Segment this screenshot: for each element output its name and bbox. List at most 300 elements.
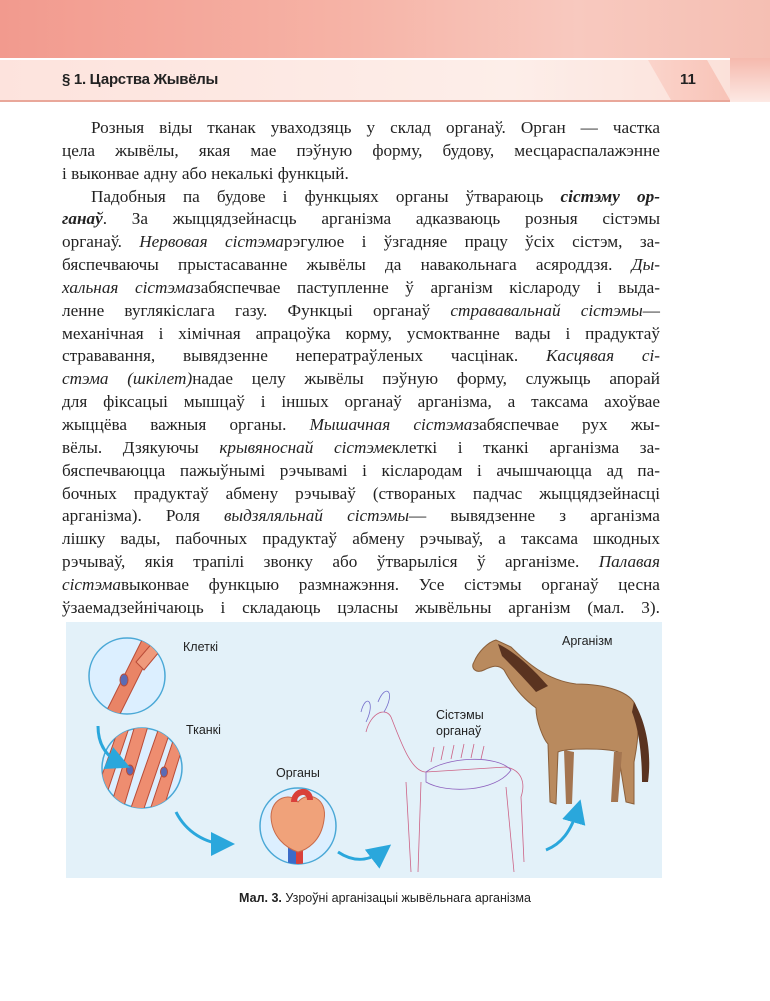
word [346, 323, 392, 346]
word [209, 574, 279, 597]
text-line [62, 505, 660, 528]
text-run: вуглякіслага [124, 300, 215, 320]
text-run: органаў. [445, 118, 506, 137]
emphasized-term: стэма [62, 369, 109, 389]
word [525, 231, 555, 254]
word [559, 505, 566, 528]
text-run: Орган [520, 118, 566, 137]
word [262, 528, 337, 551]
word [473, 483, 522, 506]
text-run: Дзякуючы [122, 437, 199, 457]
text-line [62, 300, 660, 323]
text-run: мае [250, 140, 277, 160]
text-run: — [642, 300, 660, 320]
text-run: рэчываў, [62, 552, 126, 572]
word [299, 574, 399, 597]
word [416, 208, 500, 231]
word [450, 300, 560, 323]
word [458, 437, 463, 460]
text-run: з [559, 506, 567, 526]
word [382, 368, 438, 391]
text-run: таксама [531, 392, 589, 412]
word [221, 597, 226, 620]
word [572, 231, 622, 254]
word [536, 254, 613, 277]
word [280, 460, 348, 483]
text-run: якая [198, 140, 231, 160]
text-run: прыстасаванне [178, 255, 288, 275]
text-run: сістэм, [572, 232, 623, 252]
word [531, 391, 588, 414]
text-run: органаў. [62, 232, 122, 252]
text-run: прадуктаў [262, 529, 338, 549]
text-run: арганізма [321, 209, 392, 229]
word [256, 323, 331, 346]
text-line [62, 163, 660, 186]
emphasized-term: сі- [641, 346, 660, 366]
emphasized-term: сістэма [134, 277, 194, 297]
word [332, 551, 357, 574]
text-run: за- [639, 437, 660, 457]
label-systems-line2: органаў [436, 724, 482, 738]
text-run: месцараспалажэнне [514, 140, 660, 160]
text-run: жывёлы [306, 255, 366, 275]
word [415, 597, 491, 620]
word [296, 345, 424, 368]
word [421, 254, 517, 277]
word [91, 117, 144, 140]
word [526, 368, 591, 391]
text-line [62, 140, 660, 163]
header-edge-decoration [730, 58, 770, 102]
word [407, 323, 500, 346]
word [521, 117, 566, 140]
text-run: органы [395, 186, 449, 206]
word [446, 117, 506, 140]
text-run: жыццядзейнасці [539, 483, 660, 503]
text-line [62, 414, 660, 437]
word [235, 300, 267, 323]
word [103, 391, 168, 414]
emphasized-term: Ды- [631, 255, 660, 275]
text-run: склад [390, 118, 431, 137]
text-run: апрацоўка [255, 323, 331, 343]
text-run: бяспечваючы [62, 255, 159, 275]
text-run: арганізм [430, 277, 493, 297]
text-run: і [476, 460, 482, 480]
text-run: арганізма [549, 437, 620, 457]
emphasized-term: сістэма [62, 574, 121, 594]
text-line [62, 574, 660, 597]
text-run: мышцаў [183, 392, 245, 412]
text-line [62, 254, 660, 277]
word [430, 277, 492, 300]
text-line [62, 437, 660, 460]
word [587, 597, 624, 620]
word [226, 483, 279, 506]
text-run: часцінак. [450, 346, 519, 366]
word [271, 117, 352, 140]
word [334, 437, 437, 460]
word [585, 323, 660, 346]
text-run: якія [144, 552, 174, 572]
text-run: шкодных [593, 529, 660, 549]
key-term: ор- [637, 186, 660, 206]
word [252, 368, 286, 391]
header-decoration [0, 0, 770, 58]
text-run: форму, [456, 369, 507, 389]
text-run: клеткі [391, 437, 438, 457]
text-run: механічная [62, 323, 144, 343]
word [618, 574, 660, 597]
text-run: апорай [609, 369, 660, 389]
text-run: газу. [235, 300, 268, 320]
word [420, 528, 483, 551]
text-run: рэгулюе [283, 232, 345, 252]
organ-heart-circle [260, 788, 336, 870]
text-run: і [282, 186, 288, 206]
text-run: жыццядзейнасць [172, 209, 297, 229]
text-run: жы- [630, 414, 660, 434]
text-run: або [332, 552, 358, 572]
text-run: пабочных [175, 529, 248, 549]
word [281, 391, 328, 414]
text-run: жывёлы, [115, 140, 179, 160]
text-run: За [131, 209, 149, 229]
body-text [62, 117, 660, 620]
emphasized-term: сістэмы [580, 300, 643, 320]
word [345, 391, 402, 414]
text-run: . [102, 209, 107, 229]
text-run: функцыях [304, 186, 379, 206]
word [561, 186, 620, 209]
text-run: і [260, 392, 266, 412]
text-run: пажыўнымі [179, 460, 266, 480]
word [145, 551, 174, 574]
word [62, 574, 189, 597]
text-run: ў [476, 552, 486, 572]
figure-caption [0, 891, 770, 905]
word [173, 208, 297, 231]
word [178, 254, 287, 277]
label-systems-line1: Сістэмы [436, 708, 484, 722]
emphasized-term: сістэме [333, 437, 392, 457]
word [521, 528, 578, 551]
text-run: абмену [225, 483, 279, 503]
section-title: § 1. Царства Жывёлы [62, 71, 218, 88]
word [384, 231, 448, 254]
word [127, 368, 233, 391]
text-run: органаў [372, 300, 431, 320]
text-run: забяспечвае [472, 414, 559, 434]
word [178, 323, 240, 346]
text-run: па [182, 186, 200, 206]
word [373, 300, 430, 323]
word [541, 574, 598, 597]
word [250, 140, 276, 163]
word [390, 117, 431, 140]
word [508, 597, 570, 620]
text-run: жывёльны [415, 597, 492, 617]
word [525, 208, 578, 231]
word [597, 277, 602, 300]
text-run: арганізма [590, 506, 660, 526]
word [62, 140, 95, 163]
text-run: складаюць [242, 597, 321, 617]
text-run: цесна [618, 574, 660, 594]
word [637, 186, 660, 209]
word [549, 437, 619, 460]
text-run: ўтвараюць [465, 186, 544, 206]
word [62, 231, 122, 254]
text-line [62, 528, 660, 551]
word [464, 574, 522, 597]
text-run: прадуктаў [133, 483, 209, 503]
word [505, 551, 579, 574]
text-run: (мал. [587, 597, 625, 617]
figure-illustration [66, 622, 662, 878]
text-run: за- [639, 232, 660, 252]
text-run: іншых [281, 392, 329, 412]
word [637, 460, 660, 483]
text-run: важныя [150, 414, 207, 434]
word [62, 483, 117, 506]
text-run: арганізма). [62, 506, 142, 526]
word [62, 391, 87, 414]
text-run: асяроддзя. [535, 255, 613, 275]
figure-organization-levels [66, 622, 662, 878]
text-run: арганізма, [417, 392, 492, 412]
text-run: вывядзенне [450, 506, 536, 526]
text-run: частка [612, 118, 660, 137]
word [337, 597, 398, 620]
text-run: жыццёва [62, 414, 127, 434]
text-run: Усе [418, 574, 445, 594]
word [640, 437, 660, 460]
text-run: вады, [120, 529, 161, 549]
word [62, 323, 144, 346]
word [199, 140, 231, 163]
word [466, 186, 544, 209]
word [225, 231, 344, 254]
text-run: і [361, 232, 367, 252]
word [166, 505, 200, 528]
text-run: рух [582, 414, 608, 434]
emphasized-term: (шкілет) [127, 369, 193, 389]
cells-circle [89, 627, 174, 726]
word [413, 414, 558, 437]
text-line [62, 117, 660, 140]
text-run: бяспечваюцца [62, 460, 166, 480]
word [477, 551, 486, 574]
text-run: забяспечвае [193, 277, 281, 297]
word [139, 231, 207, 254]
word [120, 528, 160, 551]
word [176, 528, 248, 551]
text-run: сістэмы [463, 574, 522, 594]
text-run: ўсіх [525, 232, 555, 252]
text-run: органаў [541, 574, 599, 594]
text-run: у [366, 118, 376, 137]
word [642, 345, 660, 368]
word [419, 574, 445, 597]
word [604, 391, 660, 414]
word [347, 505, 426, 528]
word [483, 437, 529, 460]
text-run: адказваюць [415, 209, 501, 229]
emphasized-term: Нервовая [139, 232, 208, 252]
text-run: надае [192, 369, 234, 389]
word [159, 323, 164, 346]
text-run: неператраўленых [295, 346, 424, 366]
text-run: фіксацыі [103, 392, 168, 412]
text-run: звонку [263, 552, 313, 572]
text-run: пэўную [296, 140, 353, 160]
text-run: абмену [352, 529, 405, 549]
text-run: Роля [165, 506, 200, 526]
word [62, 551, 125, 574]
word [631, 414, 660, 437]
word [514, 140, 660, 163]
text-run: ўзаемадзейнічаюць [62, 597, 204, 617]
word [62, 368, 109, 391]
text-run: рэчывамі [279, 460, 348, 480]
word [590, 505, 660, 528]
text-run: ўзгадняе [383, 232, 448, 252]
word [565, 323, 570, 346]
word [115, 140, 179, 163]
word [372, 140, 422, 163]
word [62, 460, 165, 483]
word [288, 300, 353, 323]
text-run: арганізме. [505, 552, 580, 572]
word [418, 391, 492, 414]
text-run: стрававання, [62, 346, 156, 366]
word [609, 368, 660, 391]
text-run: будове [216, 186, 266, 206]
text-line [62, 391, 660, 414]
text-run: вывядзенне [182, 346, 268, 366]
emphasized-term: сістэмы [347, 506, 410, 526]
text-line [62, 483, 660, 506]
text-run: і [220, 597, 226, 617]
word [62, 528, 105, 551]
word [229, 414, 286, 437]
word [296, 140, 352, 163]
text-run: працу [464, 232, 508, 252]
word [640, 231, 660, 254]
word [219, 437, 313, 460]
label-tissues: Тканкі [186, 723, 221, 737]
word [62, 437, 102, 460]
word [62, 254, 159, 277]
text-run: і [596, 277, 602, 297]
word [193, 551, 244, 574]
emphasized-term: сістэма [413, 414, 473, 434]
text-run: арганізм [508, 597, 571, 617]
text-run: функцыю [208, 574, 280, 594]
word [405, 277, 414, 300]
text-run: органы. [229, 414, 287, 434]
word [307, 254, 366, 277]
word [283, 186, 288, 209]
text-run: для [62, 392, 88, 412]
text-run: ахоўвае [604, 392, 660, 412]
word [632, 254, 660, 277]
text-run: і [457, 437, 463, 457]
word [183, 186, 200, 209]
text-run: Функцыі [287, 300, 353, 320]
word [546, 345, 614, 368]
text-line [62, 277, 660, 300]
word [123, 437, 199, 460]
emphasized-term: стрававальнай [450, 300, 561, 320]
word [297, 277, 389, 300]
word [606, 460, 622, 483]
text-line [62, 597, 660, 620]
word [450, 505, 535, 528]
label-organism: Арганізм [562, 634, 613, 648]
emphasized-term: Касцявая [545, 346, 615, 366]
word [381, 460, 462, 483]
word [124, 300, 214, 323]
label-cells: Клеткі [183, 640, 219, 654]
word [362, 231, 367, 254]
text-run: сістэмы [602, 209, 660, 229]
emphasized-term: Палавая [598, 552, 660, 572]
text-line [62, 551, 660, 574]
key-term: сістэму [560, 186, 620, 206]
text-run: рэчываў, [419, 529, 484, 549]
text-run: ленне [62, 300, 105, 320]
key-term: ганаў [62, 209, 103, 229]
text-run: а [507, 392, 516, 412]
word [508, 391, 516, 414]
word [451, 345, 518, 368]
horse-illustration [473, 640, 650, 804]
text-run: віды [159, 118, 193, 137]
word [582, 414, 608, 437]
text-run: Розныя [91, 118, 145, 137]
text-run: навакольнага [420, 255, 517, 275]
text-run: целу [251, 369, 286, 389]
text-run: служыць [525, 369, 591, 389]
word [477, 460, 482, 483]
text-run: ачышчаюцца [496, 460, 592, 480]
word [496, 460, 592, 483]
word [304, 368, 363, 391]
text-run: органаў [344, 392, 402, 412]
text-line [62, 186, 660, 209]
text-run: і [362, 460, 367, 480]
word [217, 186, 266, 209]
text-run: форму, [372, 140, 423, 160]
word [641, 597, 660, 620]
word [515, 323, 551, 346]
text-run: уваходзяць [270, 118, 352, 137]
text-run: тканак [207, 118, 256, 137]
text-run: жывёлы [304, 369, 364, 389]
text-run: усмоктванне [406, 323, 500, 343]
word [593, 528, 660, 551]
emphasized-term: Мышачная [309, 414, 391, 434]
text-line [62, 231, 660, 254]
caption-label: Мал. 3. [239, 891, 282, 905]
word [62, 414, 127, 437]
word [321, 208, 391, 231]
word [180, 460, 265, 483]
text-run: корму, [345, 323, 392, 343]
